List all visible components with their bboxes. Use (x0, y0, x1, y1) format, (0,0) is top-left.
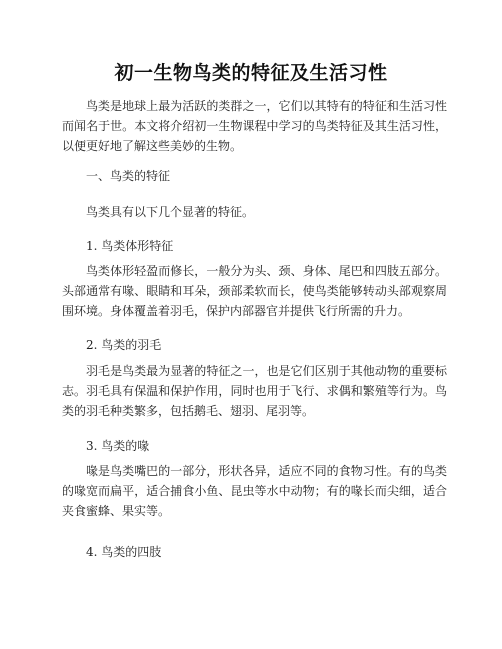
subheading-feathers: 2. 鸟类的羽毛 (86, 338, 162, 352)
paragraph-beak: 喙是鸟类嘴巴的一部分，形状各异，适应不同的食物习性。有的鸟类的喙宽而扁平，适合捕食小鱼、昆虫等水中动物；有的喙长而尖细，适合夹食蜜蜂、果实等。 (62, 464, 447, 518)
subheading-limbs: 4. 鸟类的四肢 (86, 545, 162, 559)
subheading-beak: 3. 鸟类的喙 (86, 439, 150, 453)
subheading-body-shape: 1. 鸟类体形特征 (86, 239, 174, 253)
document-title: 初一生物鸟类的特征及生活习性 (114, 62, 388, 84)
section-heading-features: 一、鸟类的特征 (86, 169, 171, 183)
paragraph-body-shape: 鸟类体形轻盈而修长，一般分为头、颈、身体、尾巴和四肢五部分。头部通常有喙、眼睛和耳朵，颈部柔软而长，使鸟类能够转动头部观察周围环境。身体覆盖着羽毛，保护内部器官并提供飞行所需的升力。 (62, 264, 447, 318)
intro-paragraph: 鸟类是地球上最为活跃的类群之一，它们以其特有的特征和生活习性而闻名于世。本文将介绍初一生物课程中学习的鸟类特征及其生活习性，以便更好地了解这些美妙的生物。 (62, 99, 447, 153)
section-intro-paragraph: 鸟类具有以下几个显著的特征。 (86, 205, 255, 219)
paragraph-feathers: 羽毛是鸟类最为显著的特征之一，也是它们区别于其他动物的重要标志。羽毛具有保温和保护作用，同时也用于飞行、求偶和繁殖等行为。鸟类的羽毛种类繁多，包括鹅毛、翅羽、尾羽等。 (62, 364, 447, 418)
